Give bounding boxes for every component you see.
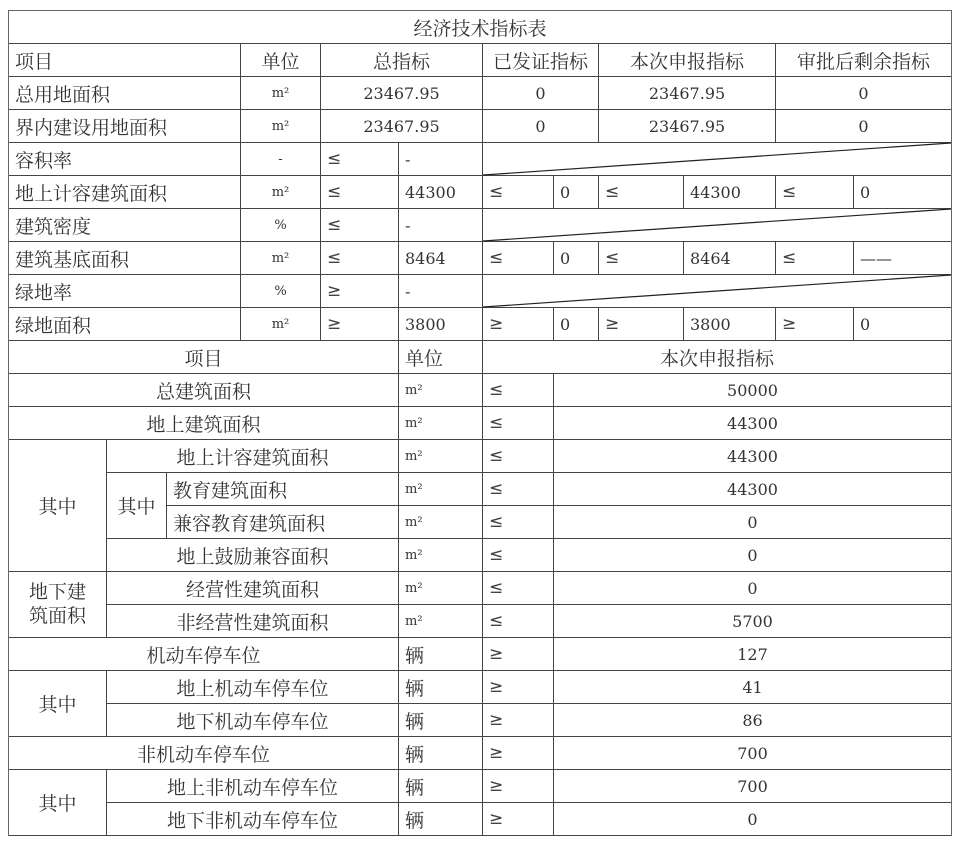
row-operator: ≥ xyxy=(483,737,554,770)
row-current-operator: ≤ xyxy=(599,176,684,209)
row-item-label: 非机动车停车位 xyxy=(9,737,399,770)
group-label-above-ground-counted: 其中 xyxy=(107,473,167,539)
row-item-label: 容积率 xyxy=(9,143,241,176)
row-issued-value: 0 xyxy=(554,176,599,209)
row-value: 0 xyxy=(554,803,951,836)
row-total-operator: ≤ xyxy=(321,242,399,275)
row-operator: ≤ xyxy=(483,407,554,440)
row-item-label: 总建筑面积 xyxy=(9,374,399,407)
row-value: 5700 xyxy=(554,605,951,638)
lower-header-current: 本次申报指标 xyxy=(483,341,951,374)
header-current: 本次申报指标 xyxy=(599,44,776,77)
row-remaining-value: 0 xyxy=(854,176,951,209)
row-issued-operator: ≥ xyxy=(483,308,554,341)
row-total-operator: ≤ xyxy=(321,209,399,242)
header-remaining: 审批后剩余指标 xyxy=(776,44,951,77)
row-item-label: 教育建筑面积 xyxy=(167,473,399,506)
row-issued-value: 0 xyxy=(483,77,599,110)
row-item-label: 地下非机动车停车位 xyxy=(107,803,399,836)
row-value: 700 xyxy=(554,770,951,803)
row-total-value: - xyxy=(399,275,483,308)
row-operator: ≤ xyxy=(483,605,554,638)
row-item-label: 绿地面积 xyxy=(9,308,241,341)
row-operator: ≥ xyxy=(483,770,554,803)
row-item-label: 绿地率 xyxy=(9,275,241,308)
row-remaining-value: 0 xyxy=(776,77,951,110)
row-total-value: 23467.95 xyxy=(321,110,483,143)
row-value: 0 xyxy=(554,506,951,539)
row-value: 44300 xyxy=(554,440,951,473)
economic-technical-indicators-table xyxy=(8,10,952,836)
row-unit: 辆 xyxy=(399,770,483,803)
group-label-nonmotor-parking: 其中 xyxy=(9,770,107,836)
lower-header-unit: 单位 xyxy=(399,341,483,374)
row-item-label: 界内建设用地面积 xyxy=(9,110,241,143)
row-item-label: 地上建筑面积 xyxy=(9,407,399,440)
row-operator: ≤ xyxy=(483,572,554,605)
row-total-value: - xyxy=(399,209,483,242)
row-unit: m² xyxy=(399,473,483,506)
header-issued: 已发证指标 xyxy=(483,44,599,77)
row-unit: 辆 xyxy=(399,638,483,671)
row-item-label: 地上计容建筑面积 xyxy=(107,440,399,473)
table-title: 经济技术指标表 xyxy=(9,11,951,44)
row-unit: m² xyxy=(399,440,483,473)
row-unit: m² xyxy=(399,605,483,638)
row-remaining-value: 0 xyxy=(776,110,951,143)
row-current-operator: ≤ xyxy=(599,242,684,275)
row-unit: - xyxy=(241,143,321,176)
row-operator: ≤ xyxy=(483,440,554,473)
row-operator: ≥ xyxy=(483,638,554,671)
row-unit: % xyxy=(241,275,321,308)
row-issued-value: 0 xyxy=(554,242,599,275)
row-operator: ≥ xyxy=(483,671,554,704)
row-unit: 辆 xyxy=(399,803,483,836)
row-value: 127 xyxy=(554,638,951,671)
row-unit: 辆 xyxy=(399,671,483,704)
row-item-label: 机动车停车位 xyxy=(9,638,399,671)
row-operator: ≤ xyxy=(483,473,554,506)
row-value: 0 xyxy=(554,539,951,572)
row-value: 44300 xyxy=(554,473,951,506)
row-remaining-operator: ≤ xyxy=(776,176,854,209)
row-unit: 辆 xyxy=(399,704,483,737)
row-value: 41 xyxy=(554,671,951,704)
row-total-value: 3800 xyxy=(399,308,483,341)
row-unit: m² xyxy=(399,374,483,407)
row-value: 700 xyxy=(554,737,951,770)
row-item-label: 总用地面积 xyxy=(9,77,241,110)
lower-header-item: 项目 xyxy=(9,341,399,374)
row-operator: ≥ xyxy=(483,803,554,836)
row-item-label: 地上非机动车停车位 xyxy=(107,770,399,803)
row-unit: m² xyxy=(241,77,321,110)
row-unit: m² xyxy=(399,572,483,605)
row-issued-operator: ≤ xyxy=(483,176,554,209)
row-current-operator: ≥ xyxy=(599,308,684,341)
group-label-motor-parking: 其中 xyxy=(9,671,107,737)
row-total-operator: ≤ xyxy=(321,176,399,209)
row-unit: m² xyxy=(241,176,321,209)
row-total-operator: ≥ xyxy=(321,308,399,341)
row-item-label: 地上机动车停车位 xyxy=(107,671,399,704)
row-unit: % xyxy=(241,209,321,242)
row-unit: m² xyxy=(399,506,483,539)
row-total-operator: ≤ xyxy=(321,143,399,176)
row-value: 44300 xyxy=(554,407,951,440)
row-item-label: 建筑密度 xyxy=(9,209,241,242)
row-item-label: 建筑基底面积 xyxy=(9,242,241,275)
row-operator: ≤ xyxy=(483,374,554,407)
row-issued-value: 0 xyxy=(554,308,599,341)
row-total-value: - xyxy=(399,143,483,176)
row-remaining-operator: ≤ xyxy=(776,242,854,275)
row-item-label: 地下机动车停车位 xyxy=(107,704,399,737)
row-total-value: 44300 xyxy=(399,176,483,209)
row-current-value: 23467.95 xyxy=(599,77,776,110)
row-item-label: 经营性建筑面积 xyxy=(107,572,399,605)
row-operator: ≥ xyxy=(483,704,554,737)
row-item-label: 地上鼓励兼容面积 xyxy=(107,539,399,572)
row-total-operator: ≥ xyxy=(321,275,399,308)
group-label-underground-text: 地下建筑面积 xyxy=(28,580,86,627)
header-total: 总指标 xyxy=(321,44,483,77)
row-item-label: 地上计容建筑面积 xyxy=(9,176,241,209)
row-issued-operator: ≤ xyxy=(483,242,554,275)
row-unit: m² xyxy=(399,539,483,572)
header-unit: 单位 xyxy=(241,44,321,77)
row-remaining-value: —— xyxy=(854,242,951,275)
row-current-value: 3800 xyxy=(684,308,776,341)
row-remaining-value: 0 xyxy=(854,308,951,341)
row-value: 86 xyxy=(554,704,951,737)
row-unit: m² xyxy=(241,242,321,275)
row-unit: m² xyxy=(399,407,483,440)
row-item-label: 非经营性建筑面积 xyxy=(107,605,399,638)
row-current-value: 23467.95 xyxy=(599,110,776,143)
row-current-value: 44300 xyxy=(684,176,776,209)
group-label-underground xyxy=(9,572,107,638)
row-operator: ≤ xyxy=(483,506,554,539)
row-total-value: 8464 xyxy=(399,242,483,275)
row-total-value: 23467.95 xyxy=(321,77,483,110)
row-value: 50000 xyxy=(554,374,951,407)
group-label-above-ground: 其中 xyxy=(9,440,107,572)
row-unit: m² xyxy=(241,110,321,143)
row-value: 0 xyxy=(554,572,951,605)
row-current-value: 8464 xyxy=(684,242,776,275)
row-item-label: 兼容教育建筑面积 xyxy=(167,506,399,539)
row-operator: ≤ xyxy=(483,539,554,572)
row-unit: m² xyxy=(241,308,321,341)
row-unit: 辆 xyxy=(399,737,483,770)
row-issued-value: 0 xyxy=(483,110,599,143)
header-item: 项目 xyxy=(9,44,241,77)
row-remaining-operator: ≥ xyxy=(776,308,854,341)
